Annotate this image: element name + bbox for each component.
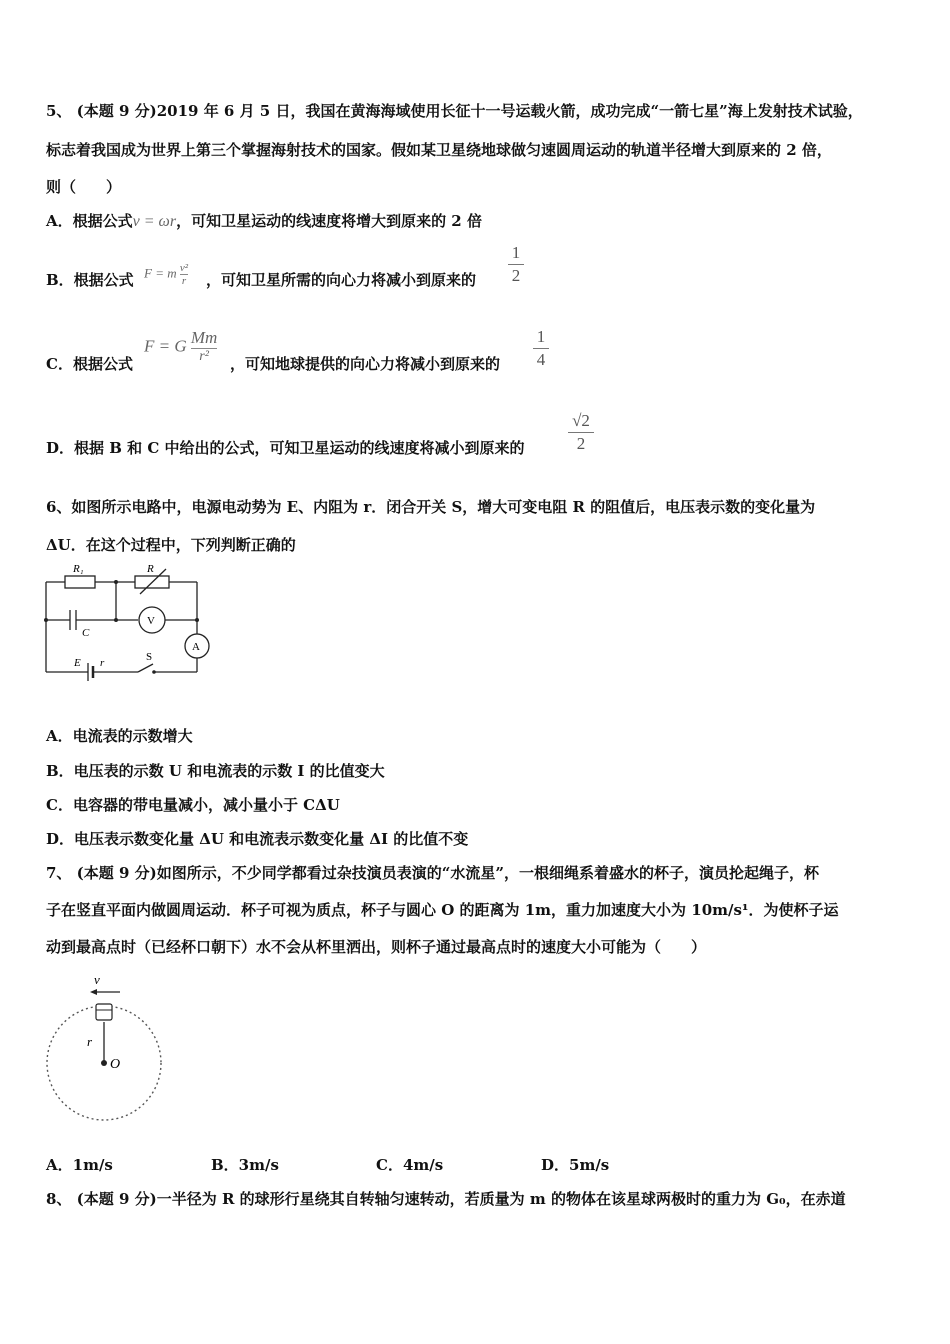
q7-option-a: A．1m/s [46,1156,113,1174]
cup-icon [96,1004,112,1020]
q8-stem-line1: 8、 (本题 9 分)一半径为 R 的球形行星绕其自转轴匀速转动，若质量为 m 的物体在该星球两极时的重力为 G₀，在赤道 [46,1190,846,1208]
q7-stem-line3: 动到最高点时（已经杯口朝下）水不会从杯里洒出，则杯子通过最高点时的速度大小可能为（ ） [46,938,707,956]
label-v: v [94,972,100,987]
q6-option-c: C．电容器的带电量减小，减小量小于 CΔU [46,796,340,814]
q6-stem-line1: 6、如图所示电路中，电源电动势为 E、内阻为 r．闭合开关 S，增大可变电阻 R 的阻值后，电压表示数的变化量为 [46,498,816,516]
q5-option-a-prefix: A．根据公式 [46,212,133,230]
q5-option-b-suffix: ，可知卫星所需的向心力将减小到原来的 [206,271,477,289]
q5-option-a-formula: v = ωr [132,213,177,230]
label-internal-r: r [100,657,105,669]
label-v: V [147,615,155,627]
q6-option-a: A．电流表的示数增大 [46,727,193,745]
label-c: C [82,627,90,639]
q5-option-c-formula: F = G Mm r² [144,328,218,364]
q5-option-d-fraction: √2 2 [568,411,594,454]
q5-option-b-formula: F = m $\frac{\text{v²}}{r}$ [144,262,189,287]
switch-icon [138,664,153,672]
q5-option-c-fraction: 1 4 [533,327,549,370]
q5-stem-line1: 5、 (本题 9 分)2019 年 6 月 5 日，我国在黄海海域使用长征十一号运载火箭，成功完成“一箭七星”海上发射技术试验， [46,102,863,120]
q6-stem-line2: ΔU．在这个过程中，下列判断正确的 [46,536,296,554]
q7-stem-line1: 7、 (本题 9 分)如图所示，不少同学都看过杂技演员表演的“水流星”，一根细绳系着盛水的杯子，演员抡起绳子，杯 [46,864,819,882]
q5-option-a [46,211,482,232]
q5-stem-line2: 标志着我国成为世界上第三个掌握海射技术的国家。假如某卫星绕地球做匀速圆周运动的轨道半径增大到原来的 2 倍， [46,141,832,159]
resistor-r1-icon [65,576,95,588]
q7-option-b: B．3m/s [211,1156,279,1174]
q6-option-d: D．电压表示数变化量 ΔU 和电流表示数变化量 ΔI 的比值不变 [46,830,469,848]
q5-option-a-suffix: ，可知卫星运动的线速度将增大到原来的 2 倍 [176,212,482,230]
q7-option-c: C．4m/s [376,1156,444,1174]
label-r: r [87,1034,93,1049]
q7-option-d: D．5m/s [541,1156,610,1174]
q6-option-b: B．电压表的示数 U 和电流表的示数 I 的比值变大 [46,762,385,780]
label-o: O [110,1057,121,1072]
label-r1: R₁ [73,563,84,575]
velocity-arrow-icon [90,989,97,995]
q5-option-c-prefix: C．根据公式 [46,355,133,373]
q5-option-d: D．根据 B 和 C 中给出的公式，可知卫星运动的线速度将减小到原来的 [46,439,525,457]
q5-option-b-fraction: 1 2 [508,243,524,286]
q5-stem-line3: 则（ ） [46,178,122,196]
q7-water-meteor-figure [40,962,175,1132]
label-a: A [192,641,200,653]
q5-option-b-prefix: B．根据公式 [46,271,134,289]
q6-circuit-diagram [40,560,215,690]
label-r: R [147,563,154,575]
q7-stem-line2: 子在竖直平面内做圆周运动．杯子可视为质点，杯子与圆心 O 的距离为 1m，重力加速度大小为 10m/s¹．为使杯子运 [46,901,839,919]
label-e: E [74,657,81,669]
label-s: S [146,651,153,663]
q5-option-c-suffix: ，可知地球提供的向心力将减小到原来的 [230,355,501,373]
